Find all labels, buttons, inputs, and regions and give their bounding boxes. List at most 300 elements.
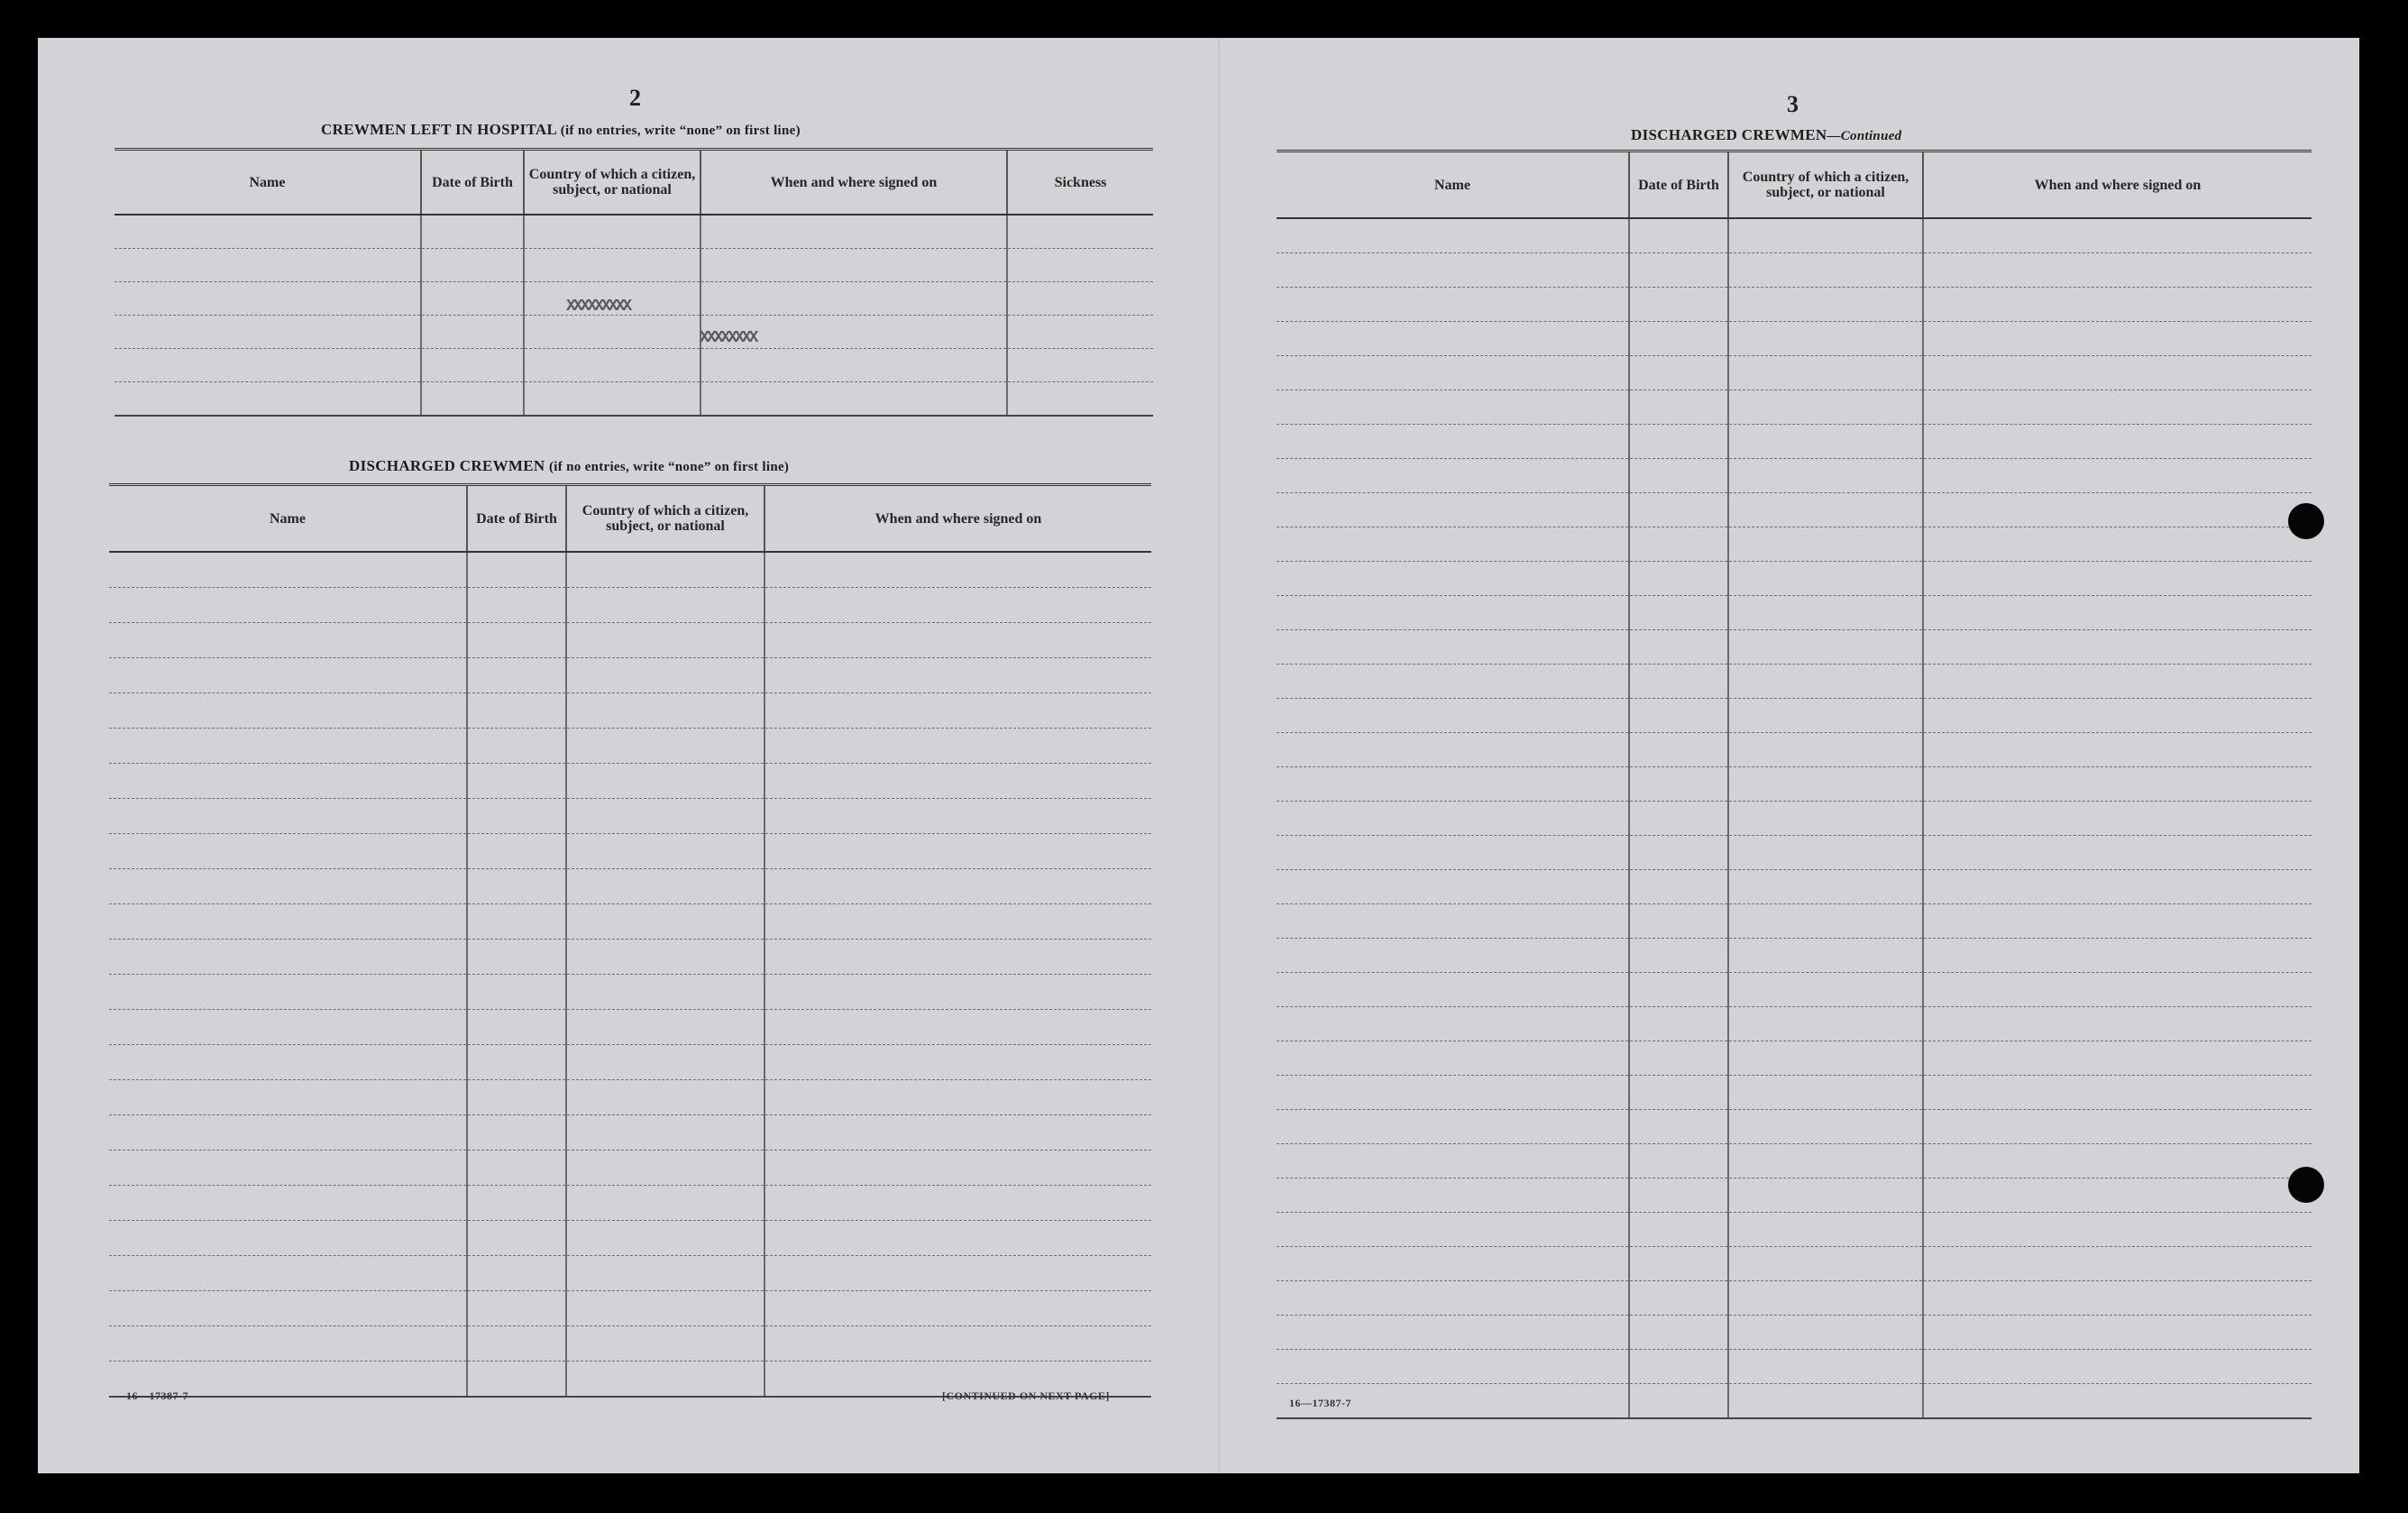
table-cell — [109, 552, 467, 588]
table-cell — [109, 869, 467, 904]
table-cell — [421, 249, 524, 282]
table-cell — [765, 764, 1151, 799]
table-row — [109, 1115, 1151, 1151]
table-cell — [1007, 316, 1153, 349]
table-cell — [1629, 767, 1728, 802]
table-cell — [1277, 699, 1629, 733]
table-cell — [1728, 1178, 1923, 1213]
table-row — [109, 1186, 1151, 1221]
table-cell — [1277, 870, 1629, 904]
table-cell — [1629, 1178, 1728, 1213]
table-cell — [700, 282, 1007, 316]
table-row — [1277, 1316, 2312, 1350]
column-header: Sickness — [1007, 150, 1153, 215]
table-cell — [1629, 1213, 1728, 1247]
table-cell — [1923, 253, 2312, 288]
table-row — [109, 1080, 1151, 1115]
table-cell — [1728, 459, 1923, 493]
punch-hole — [2288, 503, 2324, 539]
table-cell — [765, 1080, 1151, 1115]
table-cell — [109, 1326, 467, 1362]
table-cell — [1629, 836, 1728, 870]
table-row — [1277, 1041, 2312, 1076]
table-cell — [1728, 802, 1923, 836]
table-cell — [1277, 836, 1629, 870]
table-cell — [1007, 282, 1153, 316]
column-header: Name — [109, 485, 467, 553]
table-cell — [1728, 767, 1923, 802]
table-cell — [566, 799, 765, 834]
table-cell — [1007, 215, 1153, 249]
table-cell — [566, 1045, 765, 1080]
table-cell — [109, 729, 467, 764]
continued-note: [CONTINUED ON NEXT PAGE] — [942, 1389, 1110, 1402]
table-cell — [1923, 1144, 2312, 1178]
column-header: When and where signed on — [765, 485, 1151, 553]
table-cell — [1728, 630, 1923, 665]
table-cell — [1629, 562, 1728, 596]
table-cell — [566, 693, 765, 729]
table-row — [109, 1010, 1151, 1045]
table-cell — [1629, 1350, 1728, 1384]
table-cell — [700, 215, 1007, 249]
table-cell — [467, 1115, 566, 1151]
table-row — [114, 382, 1153, 417]
table-cell — [1629, 288, 1728, 322]
table-row — [109, 940, 1151, 975]
table-cell — [1923, 904, 2312, 939]
table-cell — [765, 904, 1151, 940]
table-cell — [566, 1115, 765, 1151]
table-cell — [566, 623, 765, 658]
table-cell — [1277, 904, 1629, 939]
table-row — [109, 693, 1151, 729]
table-cell — [1629, 1281, 1728, 1316]
table-cell — [467, 940, 566, 975]
table-cell — [765, 1221, 1151, 1256]
table-row — [114, 215, 1153, 249]
table-cell — [1629, 253, 1728, 288]
hospital-title-text: CREWMEN LEFT IN HOSPITAL — [321, 121, 557, 138]
table-cell — [1923, 1316, 2312, 1350]
table-cell — [467, 623, 566, 658]
table-row — [1277, 699, 2312, 733]
table-cell — [765, 940, 1151, 975]
table-row — [109, 834, 1151, 869]
table-cell — [1923, 1076, 2312, 1110]
table-cell — [1728, 390, 1923, 425]
table-row — [1277, 870, 2312, 904]
table-cell — [1923, 562, 2312, 596]
table-cell — [566, 588, 765, 623]
table-cell — [566, 1080, 765, 1115]
table-cell — [1923, 459, 2312, 493]
table-cell — [467, 693, 566, 729]
table-cell — [467, 1045, 566, 1080]
table-cell — [1007, 349, 1153, 382]
table-cell — [421, 215, 524, 249]
table-row — [1277, 390, 2312, 425]
form-number-right: 16—17387-7 — [1289, 1397, 1351, 1409]
column-header: When and where signed on — [700, 150, 1007, 215]
table-cell — [1728, 527, 1923, 562]
table-cell — [467, 1186, 566, 1221]
table-cell — [109, 1221, 467, 1256]
table-row — [109, 588, 1151, 623]
table-cell — [1923, 802, 2312, 836]
table-cell — [1277, 1213, 1629, 1247]
table-cell — [1923, 1110, 2312, 1144]
table-cell — [1923, 1178, 2312, 1213]
table-cell — [1277, 973, 1629, 1007]
table-cell — [467, 1151, 566, 1186]
table-cell — [109, 975, 467, 1010]
table-row — [1277, 356, 2312, 390]
table-cell — [109, 799, 467, 834]
table-row — [109, 658, 1151, 693]
table-cell — [1728, 425, 1923, 459]
table-cell — [1277, 425, 1629, 459]
table-cell — [566, 1362, 765, 1398]
table-cell — [1277, 767, 1629, 802]
table-cell — [566, 869, 765, 904]
table-cell — [467, 588, 566, 623]
table-cell — [1277, 390, 1629, 425]
table-cell — [566, 904, 765, 940]
table-cell — [1007, 382, 1153, 417]
table-cell — [109, 623, 467, 658]
table-row — [109, 1291, 1151, 1326]
table-row — [1277, 767, 2312, 802]
table-cell — [1728, 1110, 1923, 1144]
table-row — [1277, 1007, 2312, 1041]
table-row — [114, 249, 1153, 282]
table-row — [1277, 1110, 2312, 1144]
table-cell — [1277, 253, 1629, 288]
hospital-table — [114, 148, 1153, 417]
table-cell — [1629, 1076, 1728, 1110]
table-cell — [1728, 356, 1923, 390]
table-cell — [765, 729, 1151, 764]
table-row — [1277, 836, 2312, 870]
table-row — [109, 1151, 1151, 1186]
table-cell — [467, 1291, 566, 1326]
table-cell — [109, 658, 467, 693]
table-cell — [524, 249, 700, 282]
table-row — [1277, 493, 2312, 527]
table-cell — [1629, 1144, 1728, 1178]
table-cell — [1629, 1384, 1728, 1419]
table-cell — [1923, 1350, 2312, 1384]
table-cell — [566, 1326, 765, 1362]
table-row — [109, 552, 1151, 588]
table-cell — [467, 1326, 566, 1362]
table-row — [114, 349, 1153, 382]
table-cell — [524, 215, 700, 249]
table-cell — [765, 693, 1151, 729]
table-cell — [1007, 249, 1153, 282]
table-cell — [765, 799, 1151, 834]
table-cell — [467, 552, 566, 588]
table-cell — [765, 588, 1151, 623]
table-cell — [1728, 322, 1923, 356]
table-cell — [1629, 390, 1728, 425]
table-cell — [1923, 665, 2312, 699]
table-cell — [421, 282, 524, 316]
table-row — [1277, 253, 2312, 288]
table-cell — [1277, 1041, 1629, 1076]
table-cell — [1728, 253, 1923, 288]
table-row — [1277, 527, 2312, 562]
table-cell — [1629, 1110, 1728, 1144]
table-row — [1277, 973, 2312, 1007]
table-cell — [765, 1256, 1151, 1291]
table-cell — [1728, 288, 1923, 322]
table-cell — [765, 658, 1151, 693]
table-cell — [566, 764, 765, 799]
table-cell — [114, 316, 421, 349]
table-cell — [1728, 836, 1923, 870]
table-cell — [1277, 802, 1629, 836]
table-cell — [1923, 630, 2312, 665]
table-cell — [1277, 1350, 1629, 1384]
table-cell — [1277, 596, 1629, 630]
discharged-table-left — [109, 483, 1151, 1398]
table-row — [1277, 1178, 2312, 1213]
table-cell — [109, 1151, 467, 1186]
table-cell — [467, 975, 566, 1010]
table-row — [109, 904, 1151, 940]
discharged-table-right — [1277, 150, 2312, 1419]
table-cell — [1923, 527, 2312, 562]
table-cell — [1923, 218, 2312, 253]
table-cell — [467, 834, 566, 869]
table-cell — [524, 349, 700, 382]
table-cell — [1277, 1281, 1629, 1316]
table-cell — [467, 1010, 566, 1045]
table-row — [109, 975, 1151, 1010]
table-cell — [467, 1256, 566, 1291]
table-cell — [1277, 459, 1629, 493]
table-cell — [1277, 665, 1629, 699]
table-cell — [566, 658, 765, 693]
table-cell — [566, 975, 765, 1010]
table-cell — [1629, 802, 1728, 836]
table-cell — [1277, 939, 1629, 973]
table-row — [109, 1256, 1151, 1291]
column-header: Country of which a citizen, subject, or national — [1728, 151, 1923, 219]
table-cell — [1728, 1281, 1923, 1316]
table-cell — [421, 382, 524, 417]
table-cell — [1923, 390, 2312, 425]
hospital-section-title — [321, 121, 801, 139]
table-cell — [1629, 904, 1728, 939]
table-cell — [1923, 733, 2312, 767]
table-cell — [114, 349, 421, 382]
table-cell — [1923, 1041, 2312, 1076]
table-cell — [1923, 836, 2312, 870]
table-cell — [1629, 493, 1728, 527]
punch-hole — [2288, 1167, 2324, 1203]
table-cell — [467, 799, 566, 834]
table-row — [109, 1045, 1151, 1080]
table-cell — [421, 316, 524, 349]
table-cell — [109, 1186, 467, 1221]
table-cell — [566, 834, 765, 869]
table-cell — [1277, 630, 1629, 665]
table-row — [1277, 904, 2312, 939]
table-cell — [765, 1186, 1151, 1221]
continued-label: —Continued — [1827, 129, 1902, 143]
table-cell — [1277, 1110, 1629, 1144]
column-header: Country of which a citizen, subject, or national — [566, 485, 765, 553]
table-cell — [1277, 1178, 1629, 1213]
discharged-continued-title-text: DISCHARGED CREWMEN — [1631, 126, 1827, 143]
table-cell — [1728, 562, 1923, 596]
table-cell — [1277, 733, 1629, 767]
table-cell — [109, 904, 467, 940]
table-cell — [566, 1256, 765, 1291]
table-cell — [700, 249, 1007, 282]
table-cell — [566, 552, 765, 588]
table-cell — [1629, 699, 1728, 733]
table-cell — [114, 215, 421, 249]
table-row — [1277, 1281, 2312, 1316]
table-row — [1277, 562, 2312, 596]
table-cell — [765, 1326, 1151, 1362]
table-row — [1277, 1076, 2312, 1110]
table-cell — [467, 1362, 566, 1398]
table-cell — [1923, 1384, 2312, 1419]
table-cell — [114, 249, 421, 282]
table-cell — [1629, 1316, 1728, 1350]
table-cell — [566, 1291, 765, 1326]
table-cell — [1923, 288, 2312, 322]
table-row — [1277, 1247, 2312, 1281]
table-cell — [1629, 596, 1728, 630]
table-cell — [1923, 493, 2312, 527]
table-cell — [1728, 870, 1923, 904]
table-cell — [109, 834, 467, 869]
table-row — [1277, 459, 2312, 493]
table-cell — [467, 764, 566, 799]
table-row — [1277, 1384, 2312, 1419]
table-cell — [1923, 767, 2312, 802]
table-cell — [765, 869, 1151, 904]
table-cell — [1277, 322, 1629, 356]
table-row — [109, 869, 1151, 904]
table-cell — [700, 382, 1007, 417]
table-row — [1277, 1213, 2312, 1247]
table-cell — [467, 658, 566, 693]
table-cell — [1629, 218, 1728, 253]
table-cell — [1629, 870, 1728, 904]
table-cell — [1923, 1247, 2312, 1281]
table-row — [109, 729, 1151, 764]
table-cell — [109, 1256, 467, 1291]
form-number-left: 16—17387-7 — [126, 1389, 188, 1402]
column-header: Name — [1277, 151, 1629, 219]
discharged-title-instruction: (if no entries, write “none” on first line) — [549, 460, 790, 474]
table-cell — [1277, 493, 1629, 527]
column-header: Date of Birth — [467, 485, 566, 553]
table-cell — [467, 1221, 566, 1256]
table-cell — [1728, 904, 1923, 939]
table-cell — [765, 1045, 1151, 1080]
table-cell — [1923, 699, 2312, 733]
strikeout-mark: XXXXXXXX — [700, 329, 756, 347]
table-row — [109, 764, 1151, 799]
table-row — [109, 799, 1151, 834]
table-cell — [1923, 1281, 2312, 1316]
table-cell — [1728, 1350, 1923, 1384]
table-row — [1277, 665, 2312, 699]
table-cell — [1728, 1144, 1923, 1178]
table-cell — [1728, 1384, 1923, 1419]
table-cell — [109, 1115, 467, 1151]
table-cell — [1277, 288, 1629, 322]
table-cell — [1629, 973, 1728, 1007]
table-cell — [1629, 527, 1728, 562]
column-header: When and where signed on — [1923, 151, 2312, 219]
table-cell — [1923, 596, 2312, 630]
table-cell — [114, 382, 421, 417]
table-cell — [1728, 939, 1923, 973]
table-cell — [1923, 939, 2312, 973]
discharged-continued-title — [1631, 126, 1901, 144]
table-cell — [1923, 973, 2312, 1007]
table-row — [1277, 1350, 2312, 1384]
strikeout-mark: XXXXXXXXX — [566, 298, 630, 316]
table-cell — [566, 729, 765, 764]
table-cell — [1728, 493, 1923, 527]
page-fold — [1218, 38, 1220, 1473]
table-cell — [566, 1186, 765, 1221]
table-cell — [1277, 356, 1629, 390]
column-header: Name — [114, 150, 421, 215]
table-cell — [1629, 939, 1728, 973]
table-cell — [765, 975, 1151, 1010]
table-row — [1277, 322, 2312, 356]
table-cell — [566, 1151, 765, 1186]
table-cell — [1629, 1041, 1728, 1076]
table-cell — [467, 869, 566, 904]
table-cell — [109, 1291, 467, 1326]
table-cell — [467, 1080, 566, 1115]
table-cell — [1728, 1247, 1923, 1281]
table-cell — [1728, 1316, 1923, 1350]
table-cell — [1728, 973, 1923, 1007]
table-cell — [1629, 425, 1728, 459]
table-cell — [1277, 527, 1629, 562]
table-cell — [765, 623, 1151, 658]
table-row — [109, 1221, 1151, 1256]
table-cell — [1728, 596, 1923, 630]
table-cell — [1728, 218, 1923, 253]
table-cell — [1923, 1007, 2312, 1041]
table-cell — [1629, 630, 1728, 665]
table-cell — [1728, 1076, 1923, 1110]
table-cell — [1277, 1076, 1629, 1110]
table-cell — [765, 1291, 1151, 1326]
table-cell — [524, 382, 700, 417]
table-cell — [566, 940, 765, 975]
table-cell — [765, 1115, 1151, 1151]
table-cell — [1728, 1007, 1923, 1041]
table-cell — [1277, 218, 1629, 253]
table-row — [109, 1326, 1151, 1362]
table-cell — [1728, 1041, 1923, 1076]
